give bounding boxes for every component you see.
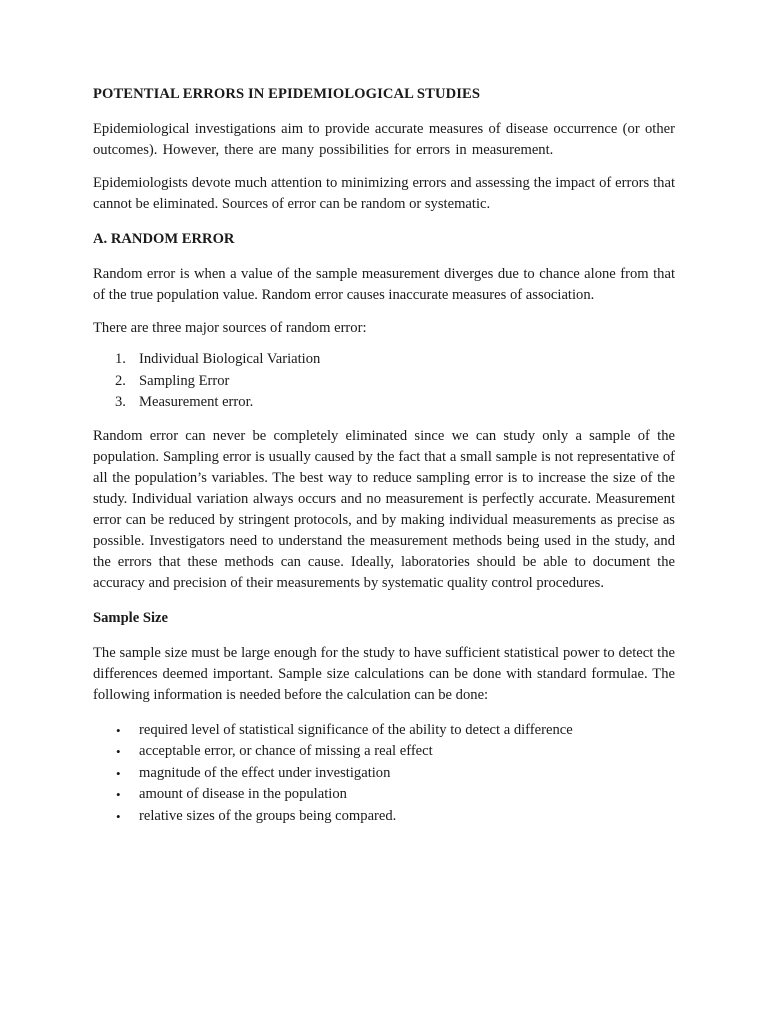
section-heading-random-error: A. RANDOM ERROR [93,231,235,247]
random-error-paragraph-3: Random error can never be completely eliminated since we can study only a sample of the population. Sampling error is usually caused by the fact that a small sample is not representative of all the population’s variables. The best way to reduce sampling error is to increase the size of the study. Individual variation always occurs and no measurement is perfectly accurate. Measurement error can be reduced by stringent protocols, and by making individual measurements as precise as possible. Investigators need to understand the measurement methods being used in the study, and the errors that these methods can cause. Ideally, laboratories should be able to document the accuracy and precision of their measurements by systematic quality control procedures. [93,427,675,591]
random-error-sources-list [93,349,675,414]
list-item-text: Measurement error. [139,394,254,410]
document-page [93,84,675,839]
bullet-icon: • [116,722,121,738]
list-item [93,741,675,763]
list-item [93,392,675,414]
random-error-paragraph-2: There are three major sources of random error: [93,320,367,336]
list-item [93,806,675,828]
bullet-icon: • [116,765,121,781]
section-heading-sample-size: Sample Size [93,609,168,626]
bullet-icon: • [116,787,121,802]
bullet-icon: • [116,808,121,824]
list-item-text: Individual Biological Variation [139,351,321,367]
random-error-paragraph-1: Random error is when a value of the sample measurement diverges due to chance alone from that of the true population value. Random error causes inaccurate measures of association. [93,266,675,303]
sample-size-requirements-list [93,720,675,828]
list-item-text: relative sizes of the groups being compared. [139,807,397,824]
list-item-text: magnitude of the effect under investigation [139,764,391,781]
list-item [93,720,675,742]
document-title: POTENTIAL ERRORS IN EPIDEMIOLOGICAL STUDIES [93,86,481,102]
bullet-icon: • [116,744,121,759]
sample-size-paragraph: The sample size must be large enough for the study to have sufficient statistical power to detect the differences deemed important. Sample size calculations can be done with standard formulae. The following information is needed before the calculation can be done: [93,644,675,703]
list-item [93,763,675,785]
list-item-number: 2. [115,372,126,389]
list-item-number: 3. [115,394,126,410]
list-item-text: required level of statistical significance of the ability to detect a difference [139,721,573,738]
list-item-text: amount of disease in the population [139,786,347,802]
list-item-number: 1. [115,351,126,367]
list-item-text: acceptable error, or chance of missing a real effect [139,743,433,759]
intro-paragraph-1: Epidemiological investigations aim to provide accurate measures of disease occurrence (or other outcomes). However, there are many possibilities for errors in measurement. [93,121,675,158]
list-item-text: Sampling Error [139,372,230,389]
list-item [93,349,675,371]
list-item [93,371,675,393]
intro-paragraph-2: Epidemiologists devote much attention to minimizing errors and assessing the impact of errors that cannot be eliminated. Sources of error can be random or systematic. [93,175,675,212]
list-item [93,784,675,806]
